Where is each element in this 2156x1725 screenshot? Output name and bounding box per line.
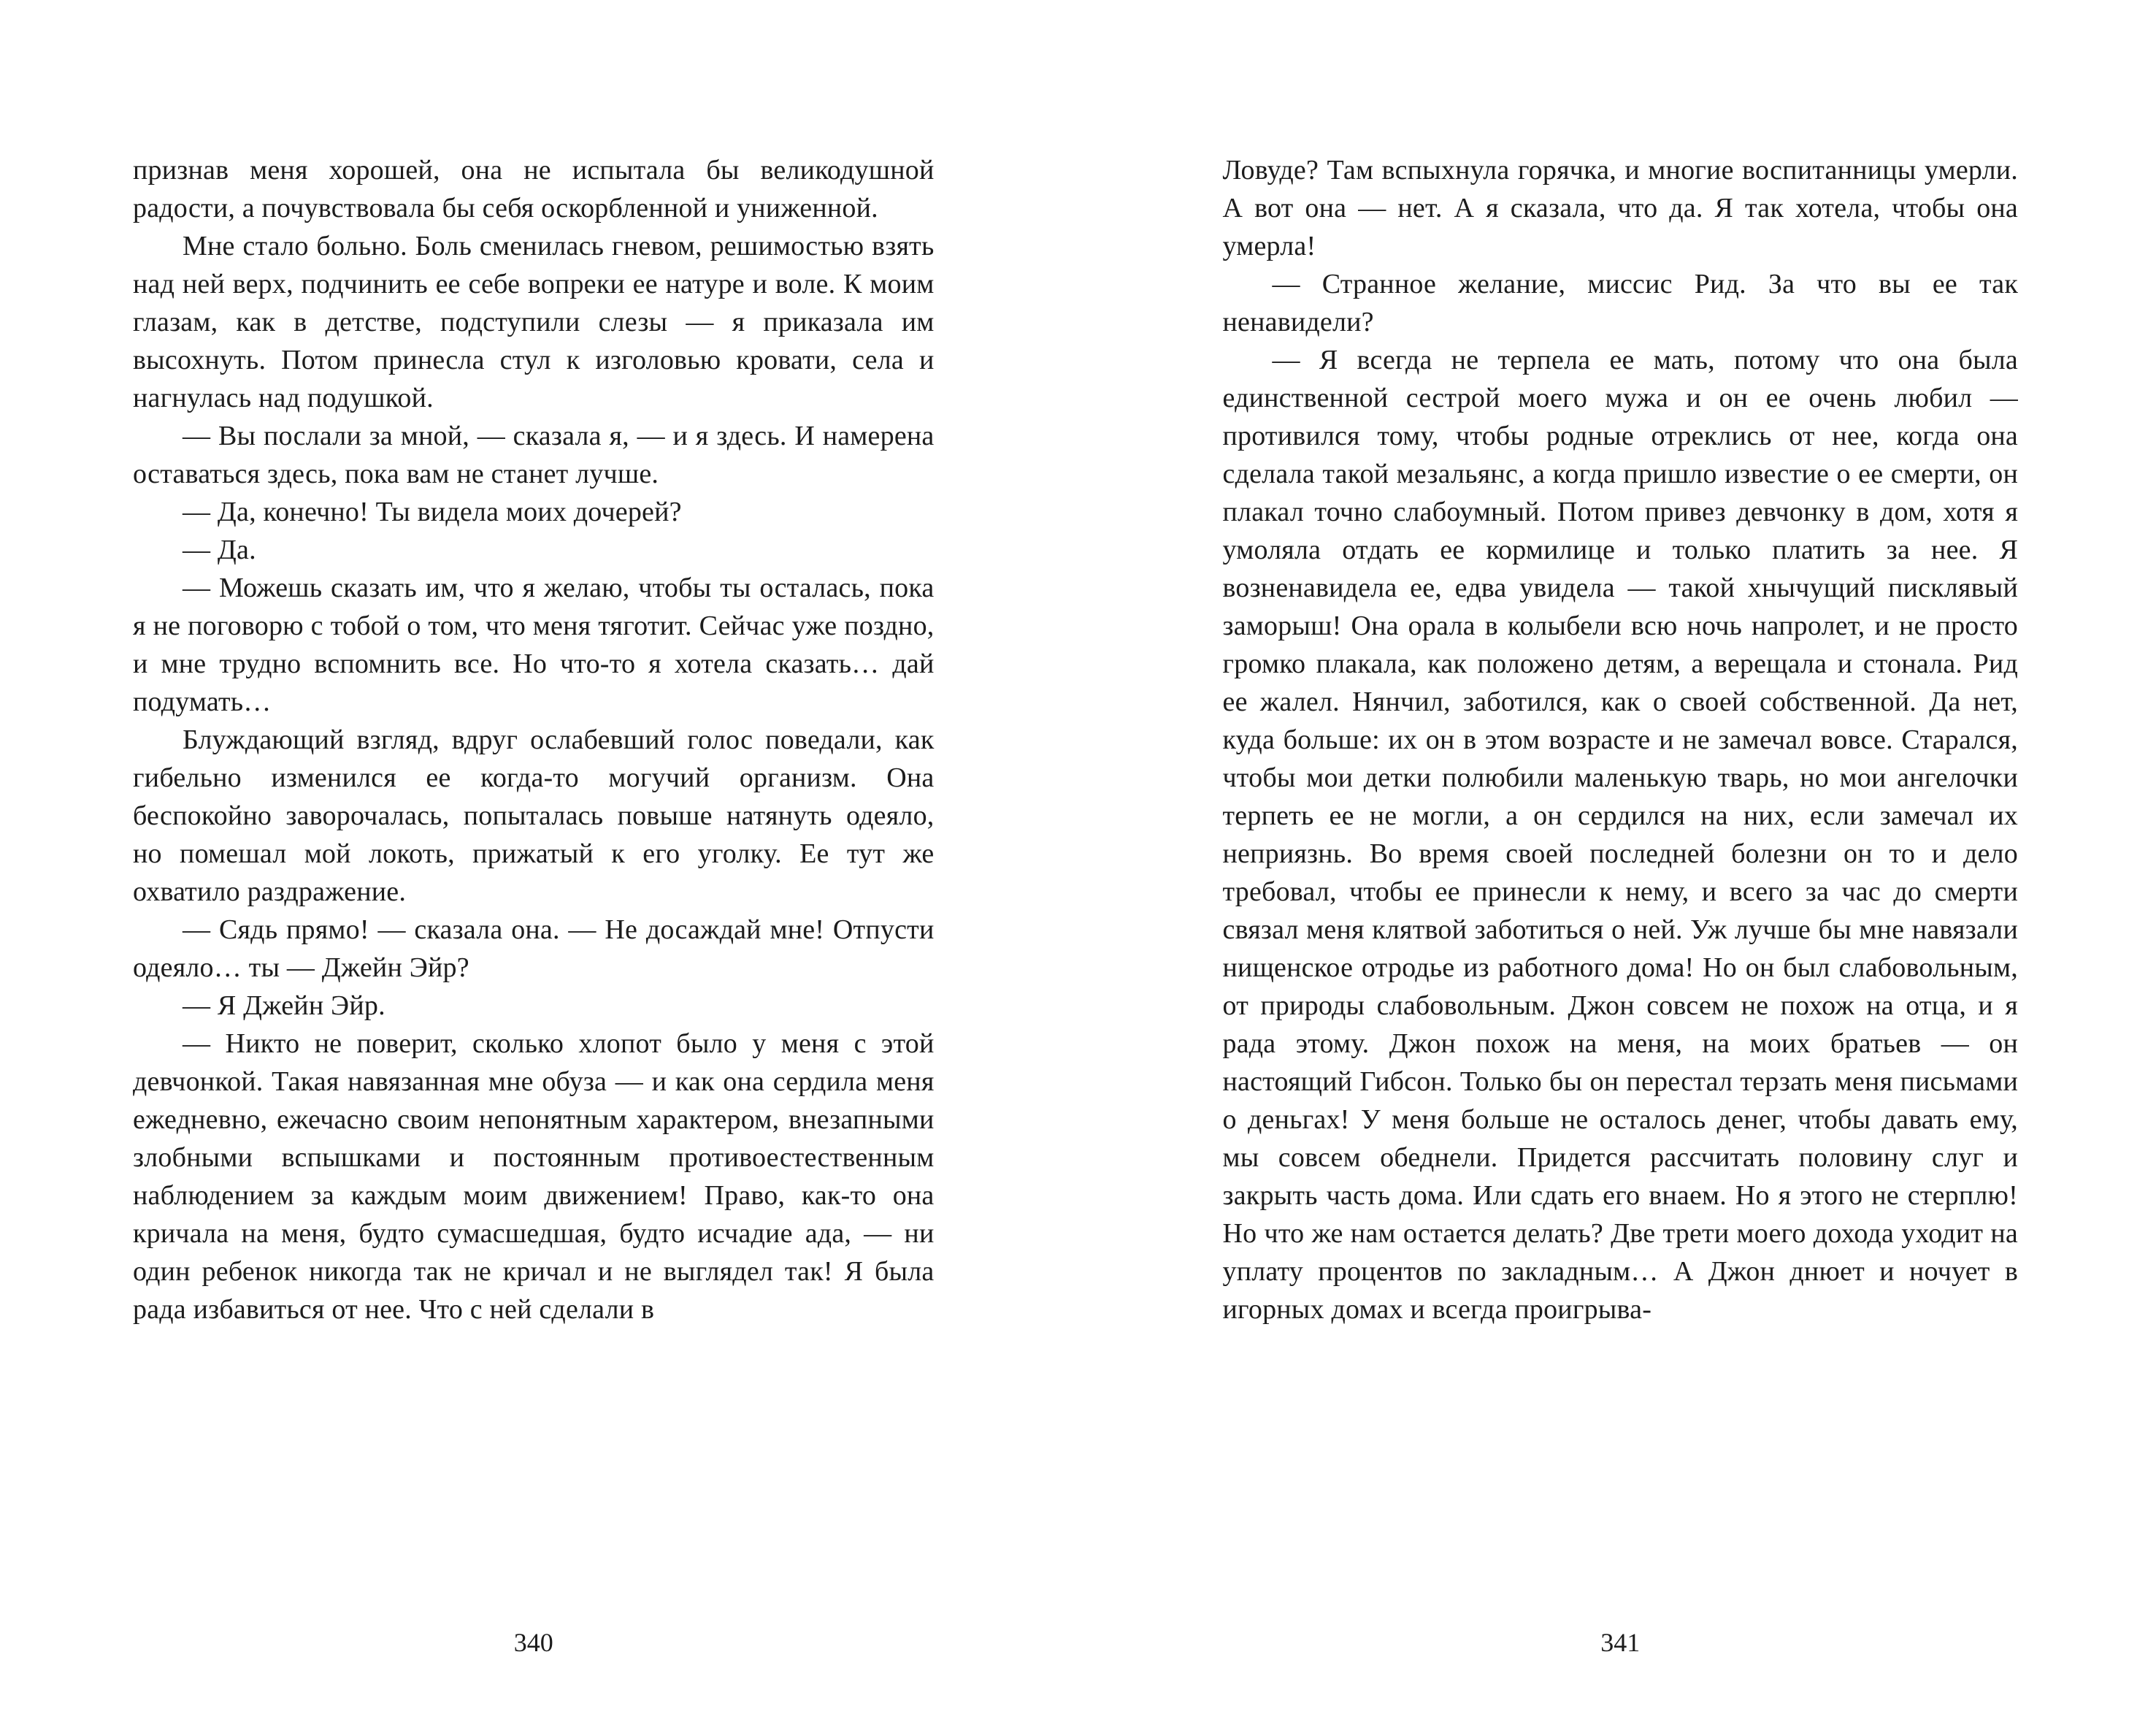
page-left-number: 340 (513, 1628, 553, 1657)
paragraph: — Да. (183, 535, 256, 565)
page-right (1078, 0, 2156, 1725)
page-right-text (1223, 151, 2019, 1328)
paragraph: — Сядь прямо! — сказала она. — Не досаждай мне! Отпусти одеяло… ты — Джейн Эйр? (133, 914, 935, 983)
paragraph: — Вы послали за мной, — сказала я, — и я здесь. И намерена оставаться здесь, пока вам не станет лучше. (133, 421, 935, 489)
page-right-number: 341 (1600, 1628, 1641, 1657)
paragraph: Блуждающий взгляд, вдруг ослабевший голос поведали, как гибельно изменился ее когда-то могучий организм. Она беспокойно заворочалась, попыталась повыше натянуть одеяло, но помешал мой локоть, прижатый к его уголку. Ее тут же охватило раздражение. (133, 724, 935, 907)
paragraph: — Я Джейн Эйр. (183, 990, 385, 1021)
paragraph: — Я всегда не терпела ее мать, потому что она была единственной сестрой моего мужа и он ее очень любил — противился тому, чтобы родные отреклись от нее, когда она сделала такой мезальянс, а когда пришло известие о ее смерти, он плакал точно слабоумный. Потом привез девчонку в дом, хотя я умоляла отдать ее кормилице и только платить за нее. Я возненавидела ее, едва увидела — такой хнычущий писклявый заморыш! Она орала в колыбели всю ночь напролет, и не просто громко плакала, как положено детям, а верещала и стонала. Рид ее жалел. Нянчил, заботился, как о своей собственной. Да нет, куда больше: их он в этом возрасте и не замечал вовсе. Старался, чтобы мои детки полюбили маленькую тварь, но мои ангелочки терпеть ее не могли, а он сердился на них, если замечал их неприязнь. Во время своей последней болезни он то и дело требовал, чтобы ее принесли к нему, и всего за час до смерти связал меня клятвой заботиться о ней. Уж лучше бы мне навязали нищенское отродье из работного дома! Но он был слабовольным, от природы слабовольным. Джон совсем не похож на отца, и я рада этому. Джон похож на меня, на моих братьев — он настоящий Гибсон. Только бы он перестал терзать меня письмами о деньгах! У меня больше не осталось денег, чтобы давать ему, мы совсем обеднели. Придется рассчитать половину слуг и закрыть часть дома. Или сдать его внаем. Но я этого не стерплю! Но что же нам остается делать? Две трети моего дохода уходит на уплату процентов по закладным… А Джон днюет и ночует в игорных домах и всегда проигрыва- (1222, 345, 2018, 1325)
paragraph: — Странное желание, миссис Рид. За что вы ее так ненавидели? (1222, 269, 2018, 337)
paragraph: признав меня хорошей, она не испытала бы великодушной радости, а почувствовала бы себя оскорбленной и униженной. (133, 155, 935, 223)
paragraph: Ловуде? Там вспыхнула горячка, и многие воспитанницы умерли. А вот она — нет. А я сказала, что да. Я так хотела, чтобы она умерла! (1222, 155, 2018, 261)
paragraph: — Да, конечно! Ты видела моих дочерей? (183, 497, 682, 527)
page-left-text (133, 151, 935, 1328)
paragraph: — Никто не поверит, сколько хлопот было у меня с этой девчонкой. Такая навязанная мне обуза — и как она сердила меня ежедневно, ежечасно своим непонятным характером, внезапными злобными вспышками и постоянным противоестественным наблюдением за каждым моим движением! Право, как-то она кричала на меня, будто сумасшедшая, будто исчадие ада, — ни один ребенок никогда так не кричал и не выглядел так! Я была рада избавиться от нее. Что с ней сделали в (133, 1028, 935, 1325)
paragraph: — Можешь сказать им, что я желаю, чтобы ты осталась, пока я не поговорю с тобой о том, что меня тяготит. Сейчас уже поздно, и мне трудно вспомнить все. Но что-то я хотела сказать… дай подумать… (133, 573, 935, 717)
paragraph: Мне стало больно. Боль сменилась гневом, решимостью взять над ней верх, подчинить ее себе вопреки ее натуре и воле. К моим глазам, как в детстве, подступили слезы — я приказала им высохнуть. Потом принесла стул к изголовью кровати, села и нагнулась над подушкой. (133, 231, 935, 413)
